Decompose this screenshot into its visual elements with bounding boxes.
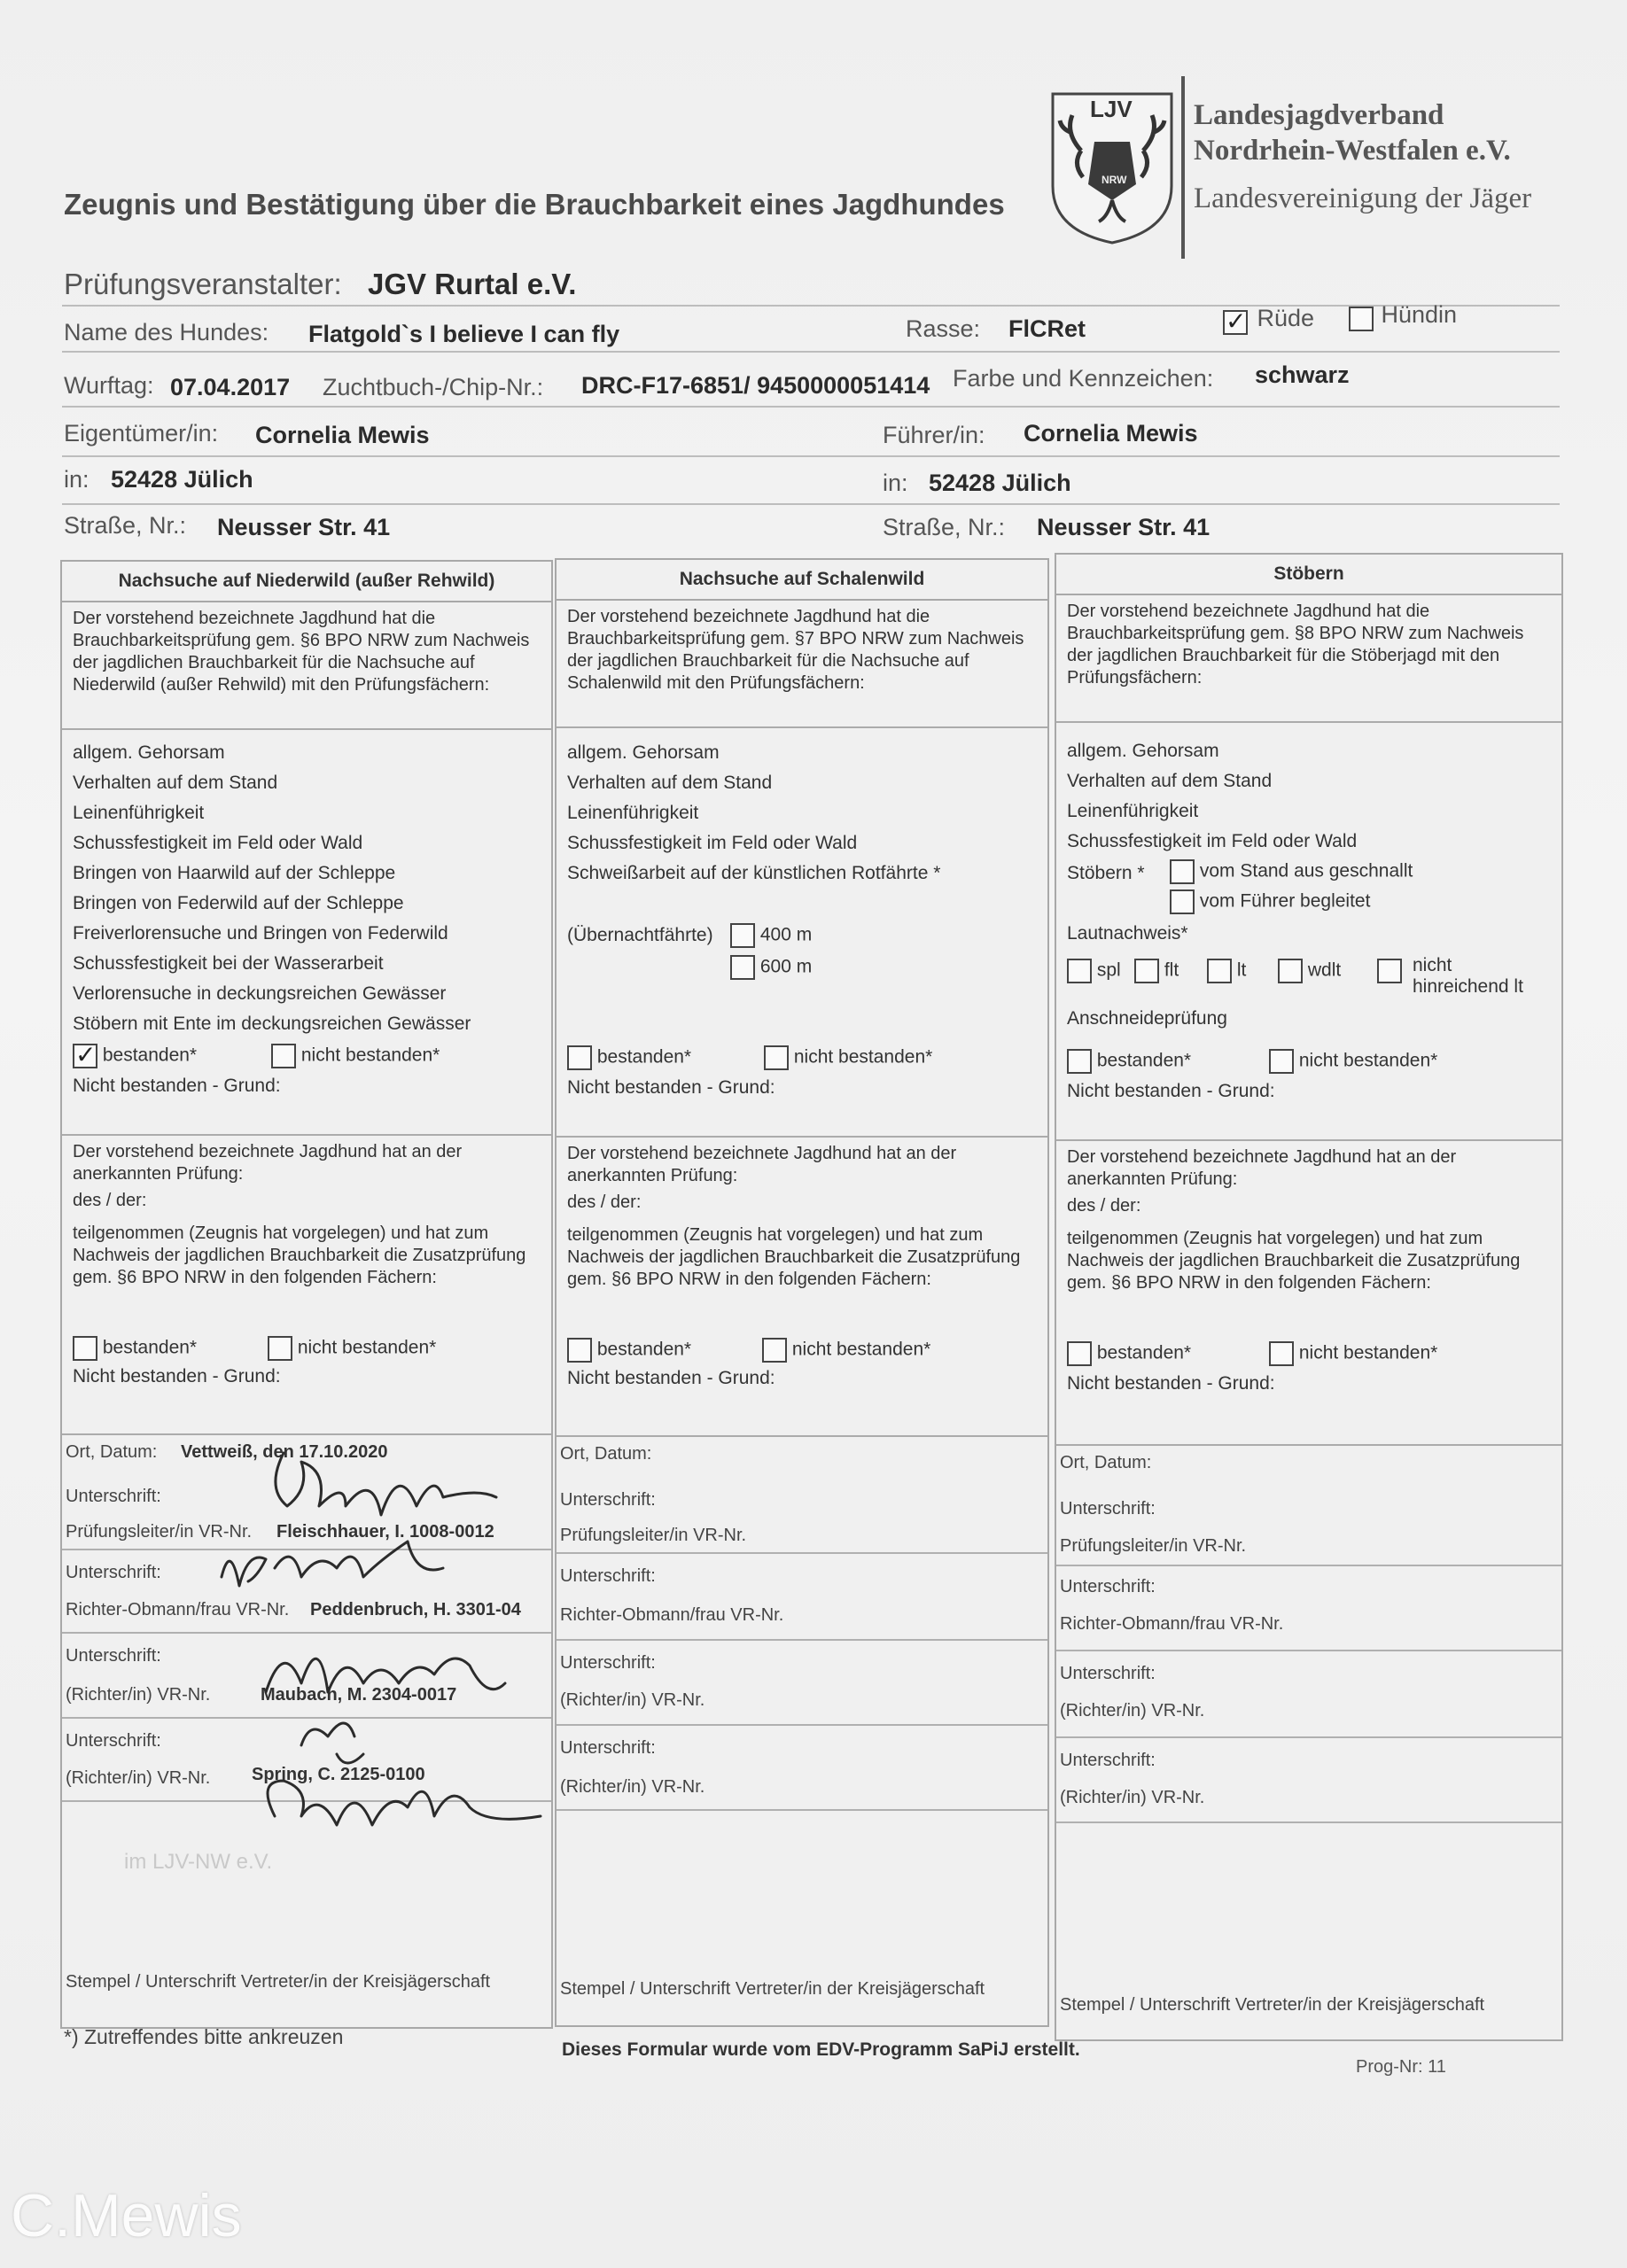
signature-label: Unterschrift: xyxy=(66,1487,161,1506)
whelp-value: 07.04.2017 xyxy=(170,374,291,400)
subject-item: Verhalten auf dem Stand xyxy=(73,773,278,793)
passed-label: bestanden* xyxy=(1096,1050,1192,1071)
fail-reason-label: Nicht bestanden - Grund: xyxy=(73,1076,281,1096)
divider xyxy=(557,1639,1047,1641)
divider xyxy=(1056,1565,1561,1566)
signature-label: Unterschrift: xyxy=(560,1490,656,1510)
male-checkbox[interactable] xyxy=(1223,310,1248,335)
overnight-label: (Übernachtfährte) xyxy=(567,925,713,945)
add-reason-label: Nicht bestanden - Grund: xyxy=(567,1368,775,1388)
additional-intro: Der vorstehend bezeichnete Jagdhund hat an der anerkannten Prüfung: xyxy=(73,1142,463,1184)
logo-subtext: NRW xyxy=(1102,174,1127,186)
failed-checkbox[interactable] xyxy=(764,1045,789,1070)
failed-label: nicht bestanden* xyxy=(1298,1050,1438,1071)
stamp-label: Stempel / Unterschrift Vertreter/in der Kreisjägerschaft xyxy=(560,1979,985,1999)
column-intro: Der vorstehend bezeichnete Jagdhund hat die Brauchbarkeitsprüfung gem. §6 BPO NRW zum Nachweis der jagdlichen Brauchbarkeit für die Nachsuche auf Niederwild (außer Rehwild) mit den Prüfungsfächern: xyxy=(73,609,530,695)
laut-wdlt[interactable] xyxy=(1278,959,1341,983)
watermark: C.Mewis xyxy=(11,2182,242,2249)
signature-label: Unterschrift: xyxy=(560,1653,656,1673)
divider xyxy=(1056,1139,1561,1141)
add-passed-label: bestanden* xyxy=(102,1337,198,1358)
rule xyxy=(62,305,1560,307)
laut-spl-checkbox[interactable] xyxy=(1067,959,1092,983)
rule xyxy=(62,406,1560,408)
stamp-label: Stempel / Unterschrift Vertreter/in der Kreisjägerschaft xyxy=(66,1972,491,1992)
leader-label: Prüfungsleiter/in VR-Nr. xyxy=(1060,1536,1247,1556)
passed-option[interactable] xyxy=(567,1045,691,1070)
org-name xyxy=(1194,97,1511,168)
laut-spl-label: spl xyxy=(1096,959,1121,981)
add-failed-option[interactable] xyxy=(268,1336,436,1361)
add-passed-checkbox[interactable] xyxy=(1067,1341,1092,1366)
signature-label: Unterschrift: xyxy=(1060,1577,1156,1596)
laut-flt-checkbox[interactable] xyxy=(1134,959,1159,983)
handler-street-label: Straße, Nr.: xyxy=(883,514,1006,540)
prog-number: Prog-Nr: 11 xyxy=(1356,2057,1446,2077)
leader-value: Fleischhauer, I. 1008-0012 xyxy=(276,1522,494,1542)
judge1-value: Maubach, M. 2304-0017 xyxy=(261,1685,457,1705)
stoebern-label: Stöbern * xyxy=(1067,863,1145,883)
leader-label: Prüfungsleiter/in VR-Nr. xyxy=(560,1526,747,1545)
footnote: *) Zutreffendes bitte ankreuzen xyxy=(64,2025,344,2048)
column-intro: Der vorstehend bezeichnete Jagdhund hat die Brauchbarkeitsprüfung gem. §8 BPO NRW zum Nachweis der jagdlichen Brauchbarkeit für die Stöberjagd mit den Prüfungsfächern: xyxy=(1067,602,1524,687)
owner-street-label: Straße, Nr.: xyxy=(64,512,187,539)
judge-label: (Richter/in) VR-Nr. xyxy=(1060,1788,1205,1807)
column-heading: Nachsuche auf Niederwild (außer Rehwild) xyxy=(62,562,551,602)
document-title: Zeugnis und Bestätigung über die Brauchbarkeit eines Jagdhundes xyxy=(64,188,1005,221)
signature-label: Unterschrift: xyxy=(560,1738,656,1758)
dog-name-value: Flatgold`s I believe I can fly xyxy=(308,321,620,347)
add-passed-label: bestanden* xyxy=(596,1339,692,1360)
add-failed-option[interactable] xyxy=(762,1338,930,1363)
option-600m[interactable] xyxy=(730,955,812,980)
subject-item: Verlorensuche in deckungsreichen Gewässer xyxy=(73,983,447,1004)
label-600m: 600 m xyxy=(759,956,813,977)
passed-checkbox[interactable] xyxy=(73,1044,97,1068)
passed-option[interactable] xyxy=(73,1044,197,1068)
divider xyxy=(557,1435,1047,1437)
handler-city: 52428 Jülich xyxy=(929,470,1071,496)
software-note: Dieses Formular wurde vom EDV-Programm SaPiJ erstellt. xyxy=(562,2039,1080,2060)
rule xyxy=(62,455,1560,457)
signature-label: Unterschrift: xyxy=(66,1731,161,1751)
passed-checkbox[interactable] xyxy=(1067,1049,1092,1074)
stoebern-option-stand[interactable] xyxy=(1170,859,1413,884)
organizer-label: Prüfungsveranstalter: xyxy=(64,268,342,300)
subject-item: Leinenführigkeit xyxy=(1067,801,1199,821)
judge-label: (Richter/in) VR-Nr. xyxy=(66,1685,211,1705)
anschneide-label: Anschneideprüfung xyxy=(1067,1008,1227,1029)
handler-label: Führer/in: xyxy=(883,422,985,448)
add-passed-checkbox[interactable] xyxy=(73,1336,97,1361)
female-label: Hündin xyxy=(1381,301,1458,328)
handler-value: Cornelia Mewis xyxy=(1024,420,1198,447)
add-passed-option[interactable] xyxy=(73,1336,197,1361)
checkbox-400m[interactable] xyxy=(730,923,755,948)
divider xyxy=(557,1136,1047,1138)
divider xyxy=(62,1134,551,1136)
additional-intro: Der vorstehend bezeichnete Jagdhund hat an der anerkannten Prüfung: xyxy=(1067,1147,1457,1189)
chief-label: Richter-Obmann/frau VR-Nr. xyxy=(1060,1614,1284,1634)
subject-item: Leinenführigkeit xyxy=(567,803,699,823)
faint-stamp-text: im LJV-NW e.V. xyxy=(124,1850,273,1874)
option-400m[interactable] xyxy=(730,923,812,948)
column-heading: Nachsuche auf Schalenwild xyxy=(557,560,1047,601)
breed-label: Rasse: xyxy=(906,315,981,342)
laut-nicht-label: nicht hinreichend lt xyxy=(1413,955,1523,997)
logo-text: LJV xyxy=(1090,96,1133,122)
laut-wdlt-checkbox[interactable] xyxy=(1278,959,1303,983)
passed-checkbox[interactable] xyxy=(567,1045,592,1070)
signature-label: Unterschrift: xyxy=(1060,1751,1156,1770)
female-option[interactable] xyxy=(1349,301,1457,331)
owner-in-label: in: xyxy=(64,466,90,493)
subject-item: Schussfestigkeit im Feld oder Wald xyxy=(567,833,858,853)
laut-lt-label: lt xyxy=(1236,959,1247,981)
judge-label: (Richter/in) VR-Nr. xyxy=(560,1690,705,1710)
laut-wdlt-label: wdlt xyxy=(1307,959,1342,981)
fail-reason-label: Nicht bestanden - Grund: xyxy=(567,1077,775,1098)
subject-item: Bringen von Federwild auf der Schleppe xyxy=(73,893,404,913)
org-subtitle: Landesvereinigung der Jäger xyxy=(1194,183,1532,214)
owner-label: Eigentümer/in: xyxy=(64,420,219,447)
failed-label: nicht bestanden* xyxy=(793,1046,933,1068)
signature-label: Unterschrift: xyxy=(66,1563,161,1582)
color-value: schwarz xyxy=(1255,361,1350,388)
add-failed-checkbox[interactable] xyxy=(1269,1341,1294,1366)
leader-label: Prüfungsleiter/in VR-Nr. xyxy=(66,1522,253,1542)
subject-item: Leinenführigkeit xyxy=(73,803,205,823)
chief-value: Peddenbruch, H. 3301-04 xyxy=(310,1600,521,1619)
signature-label: Unterschrift: xyxy=(560,1566,656,1586)
org-line-2: Nordrhein-Westfalen e.V. xyxy=(1194,135,1511,167)
column-intro: Der vorstehend bezeichnete Jagdhund hat die Brauchbarkeitsprüfung gem. §7 BPO NRW zum Nachweis der jagdlichen Brauchbarkeit für die Nachsuche auf Schalenwild mit den Prüfungsfächern: xyxy=(567,607,1024,693)
subject-item: Schussfestigkeit im Feld oder Wald xyxy=(1067,831,1358,851)
logo-divider xyxy=(1181,76,1185,259)
signature-label: Unterschrift: xyxy=(1060,1664,1156,1683)
org-line-1: Landesjagdverband xyxy=(1194,99,1444,131)
divider xyxy=(1056,1736,1561,1738)
handwritten-signatures xyxy=(213,1435,549,1852)
failed-label: nicht bestanden* xyxy=(300,1045,440,1066)
failed-checkbox[interactable] xyxy=(1269,1049,1294,1074)
stamp-label: Stempel / Unterschrift Vertreter/in der Kreisjägerschaft xyxy=(1060,1995,1485,2015)
handler-street: Neusser Str. 41 xyxy=(1037,514,1211,540)
whelp-label: Wurftag: xyxy=(64,372,154,399)
stoebern-stand-label: vom Stand aus geschnallt xyxy=(1199,860,1413,882)
passed-label: bestanden* xyxy=(102,1045,198,1066)
add-reason-label: Nicht bestanden - Grund: xyxy=(1067,1373,1275,1394)
add-failed-checkbox[interactable] xyxy=(268,1336,292,1361)
handler-in-label: in: xyxy=(883,470,908,496)
add-failed-label: nicht bestanden* xyxy=(1298,1342,1438,1363)
male-option[interactable] xyxy=(1223,305,1314,335)
additional-text: teilgenommen (Zeugnis hat vorgelegen) und hat zum Nachweis der jagdlichen Brauchbarkeit die Zusatzprüfung gem. §6 BPO NRW in den folgenden Fächern: xyxy=(567,1225,1021,1289)
add-failed-option[interactable] xyxy=(1269,1341,1437,1366)
subject-item: Schussfestigkeit bei der Wasserarbeit xyxy=(73,953,384,974)
subject-item: Schussfestigkeit im Feld oder Wald xyxy=(73,833,363,853)
breed-value: FlCRet xyxy=(1008,315,1086,342)
rule xyxy=(62,351,1560,353)
laut-lt-checkbox[interactable] xyxy=(1207,959,1232,983)
color-label: Farbe und Kennzeichen: xyxy=(953,365,1214,392)
add-passed-option[interactable] xyxy=(1067,1341,1191,1366)
column-schalenwild xyxy=(555,558,1049,2027)
subject-item: Verhalten auf dem Stand xyxy=(567,773,773,793)
subject-item: allgem. Gehorsam xyxy=(73,742,225,763)
stoebern-fuehrer-label: vom Führer begleitet xyxy=(1199,890,1371,912)
divider xyxy=(1056,1444,1561,1446)
divider xyxy=(557,1809,1047,1811)
add-failed-checkbox[interactable] xyxy=(762,1338,787,1363)
passed-label: bestanden* xyxy=(596,1046,692,1068)
dog-name-label: Name des Hundes: xyxy=(64,319,269,346)
subject-item: Stöbern mit Ente im deckungsreichen Gewässer xyxy=(73,1014,471,1034)
divider xyxy=(557,726,1047,728)
subject-item: allgem. Gehorsam xyxy=(1067,741,1219,761)
laut-label: Lautnachweis* xyxy=(1067,923,1188,944)
add-reason-label: Nicht bestanden - Grund: xyxy=(73,1366,281,1386)
owner-value: Cornelia Mewis xyxy=(255,422,430,448)
column-stoebern xyxy=(1055,553,1563,2041)
stoebern-stand-checkbox[interactable] xyxy=(1170,859,1195,884)
laut-spl[interactable] xyxy=(1067,959,1121,983)
subject-item: Freiverlorensuche und Bringen von Federwild xyxy=(73,923,448,944)
subject-item: allgem. Gehorsam xyxy=(567,742,720,763)
rule xyxy=(62,503,1560,505)
judge2-value: Spring, C. 2125-0100 xyxy=(252,1765,425,1784)
organizer-value: JGV Rurtal e.V. xyxy=(368,268,577,300)
male-label: Rüde xyxy=(1257,305,1314,331)
owner-city: 52428 Jülich xyxy=(111,466,253,493)
divider xyxy=(62,728,551,730)
place-date-label: Ort, Datum: xyxy=(560,1444,652,1464)
add-failed-label: nicht bestanden* xyxy=(791,1339,931,1360)
stoebern-option-fuehrer[interactable] xyxy=(1170,889,1370,914)
subject-item: Schweißarbeit auf der künstlichen Rotfährte * xyxy=(567,863,941,883)
add-passed-label: bestanden* xyxy=(1096,1342,1192,1363)
label-400m: 400 m xyxy=(759,924,813,945)
signature-label: Unterschrift: xyxy=(1060,1499,1156,1518)
divider xyxy=(1056,1650,1561,1651)
laut-nicht-checkbox[interactable] xyxy=(1377,959,1402,983)
judge-label: (Richter/in) VR-Nr. xyxy=(66,1768,211,1788)
subject-item: Verhalten auf dem Stand xyxy=(1067,771,1273,791)
laut-nicht[interactable] xyxy=(1377,959,1402,983)
add-passed-option[interactable] xyxy=(567,1338,691,1363)
fail-reason-label: Nicht bestanden - Grund: xyxy=(1067,1081,1275,1101)
chief-label: Richter-Obmann/frau VR-Nr. xyxy=(560,1605,784,1625)
failed-option[interactable] xyxy=(271,1044,440,1068)
column-heading: Stöbern xyxy=(1056,555,1561,595)
laut-flt[interactable] xyxy=(1134,959,1179,983)
stoebern-fuehrer-checkbox[interactable] xyxy=(1170,889,1195,914)
additional-text: teilgenommen (Zeugnis hat vorgelegen) und hat zum Nachweis der jagdlichen Brauchbarkeit die Zusatzprüfung gem. §6 BPO NRW in den folgenden Fächern: xyxy=(1067,1229,1521,1293)
judge-label: (Richter/in) VR-Nr. xyxy=(1060,1701,1205,1720)
laut-flt-label: flt xyxy=(1164,959,1179,981)
studbook-label: Zuchtbuch-/Chip-Nr.: xyxy=(323,374,544,400)
additional-des: des / der: xyxy=(1067,1196,1141,1216)
add-failed-label: nicht bestanden* xyxy=(297,1337,437,1358)
divider xyxy=(1056,721,1561,723)
additional-des: des / der: xyxy=(73,1191,147,1210)
additional-des: des / der: xyxy=(567,1192,642,1212)
failed-option[interactable] xyxy=(764,1045,932,1070)
laut-lt[interactable] xyxy=(1207,959,1246,983)
chief-label: Richter-Obmann/frau VR-Nr. xyxy=(66,1600,290,1619)
female-checkbox[interactable] xyxy=(1349,307,1374,331)
signature-label: Unterschrift: xyxy=(66,1646,161,1666)
failed-option[interactable] xyxy=(1269,1049,1437,1074)
divider xyxy=(1056,1821,1561,1823)
checkbox-600m[interactable] xyxy=(730,955,755,980)
judge-label: (Richter/in) VR-Nr. xyxy=(560,1777,705,1797)
studbook-value: DRC-F17-6851/ 9450000051414 xyxy=(581,372,930,399)
subject-item: Bringen von Haarwild auf der Schleppe xyxy=(73,863,396,883)
add-passed-checkbox[interactable] xyxy=(567,1338,592,1363)
passed-option[interactable] xyxy=(1067,1049,1191,1074)
place-date-label: Ort, Datum: xyxy=(1060,1453,1152,1472)
divider xyxy=(557,1724,1047,1726)
place-date-label: Ort, Datum: xyxy=(66,1442,158,1462)
additional-intro: Der vorstehend bezeichnete Jagdhund hat an der anerkannten Prüfung: xyxy=(567,1144,957,1185)
failed-checkbox[interactable] xyxy=(271,1044,296,1068)
place-date-value: Vettweiß, den 17.10.2020 xyxy=(181,1442,388,1462)
additional-text: teilgenommen (Zeugnis hat vorgelegen) und hat zum Nachweis der jagdlichen Brauchbarkeit die Zusatzprüfung gem. §6 BPO NRW in den folgenden Fächern: xyxy=(73,1223,526,1287)
divider xyxy=(557,1552,1047,1554)
owner-street: Neusser Str. 41 xyxy=(217,514,391,540)
